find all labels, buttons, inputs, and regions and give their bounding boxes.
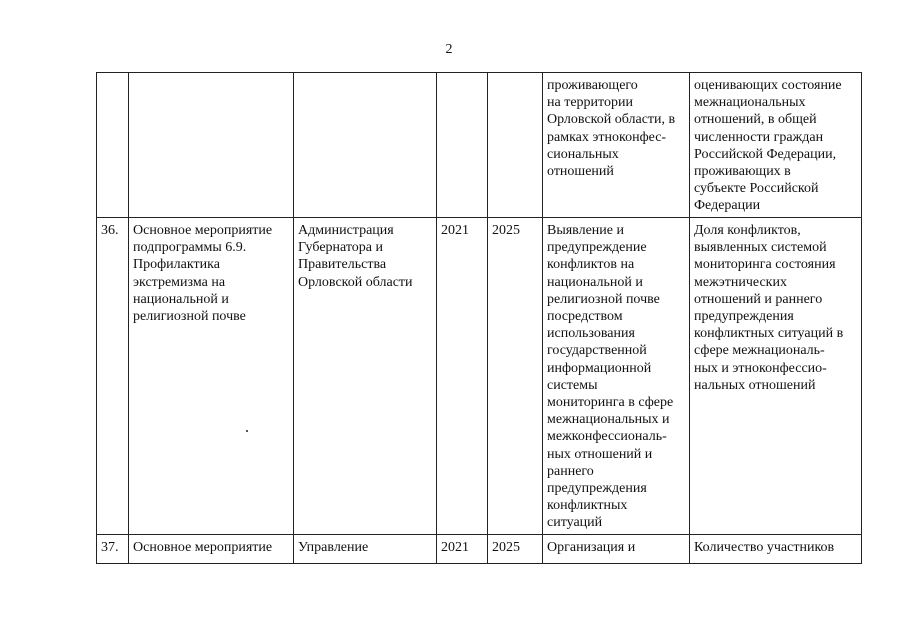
- event-name-cell: Основное мероприятие подпрограммы 6.9. Профилактика экстремизма на национальной и религиозной почве: [129, 218, 294, 535]
- scan-speck: [246, 430, 248, 432]
- row-number-cell: [97, 73, 129, 218]
- row-number-cell: 37.: [97, 535, 129, 564]
- executor-cell: [294, 73, 437, 218]
- start-year-cell: 2021: [437, 535, 488, 564]
- table-row: [97, 218, 862, 535]
- row-number-cell: 36.: [97, 218, 129, 535]
- end-year-cell: 2025: [488, 218, 543, 535]
- end-year-cell: 2025: [488, 535, 543, 564]
- executor-cell: Администрация Губернатора и Правительства Орловской области: [294, 218, 437, 535]
- table-row: [97, 73, 862, 218]
- indicator-cell: Количество участников: [690, 535, 862, 564]
- executor-cell: Управление: [294, 535, 437, 564]
- table-row: [97, 535, 862, 564]
- expected-result-cell: Организация и: [543, 535, 690, 564]
- event-name-cell: Основное мероприятие: [129, 535, 294, 564]
- indicator-cell: оценивающих состояние межнациональных отношений, в общей численности граждан Российской Федерации, проживающих в субъекте Российской Федерации: [690, 73, 862, 218]
- program-table: [96, 72, 862, 564]
- end-year-cell: [488, 73, 543, 218]
- event-name-cell: [129, 73, 294, 218]
- indicator-cell: Доля конфликтов, выявленных системой мониторинга состояния межэтнических отношений и раннего предупреждения конфликтных ситуаций в сфере межнациональ- ных и этноконфессио- нальных отношений: [690, 218, 862, 535]
- start-year-cell: 2021: [437, 218, 488, 535]
- expected-result-cell: Выявление и предупреждение конфликтов на национальной и религиозной почве посредством использования государственной информационной системы мониторинга в сфере межнациональных и межконфессиональ- ных отношений и раннего предупреждения конфликтных ситуаций: [543, 218, 690, 535]
- start-year-cell: [437, 73, 488, 218]
- page-number: 2: [445, 42, 453, 57]
- expected-result-cell: проживающего на территории Орловской области, в рамках этноконфес- сиональных отношений: [543, 73, 690, 218]
